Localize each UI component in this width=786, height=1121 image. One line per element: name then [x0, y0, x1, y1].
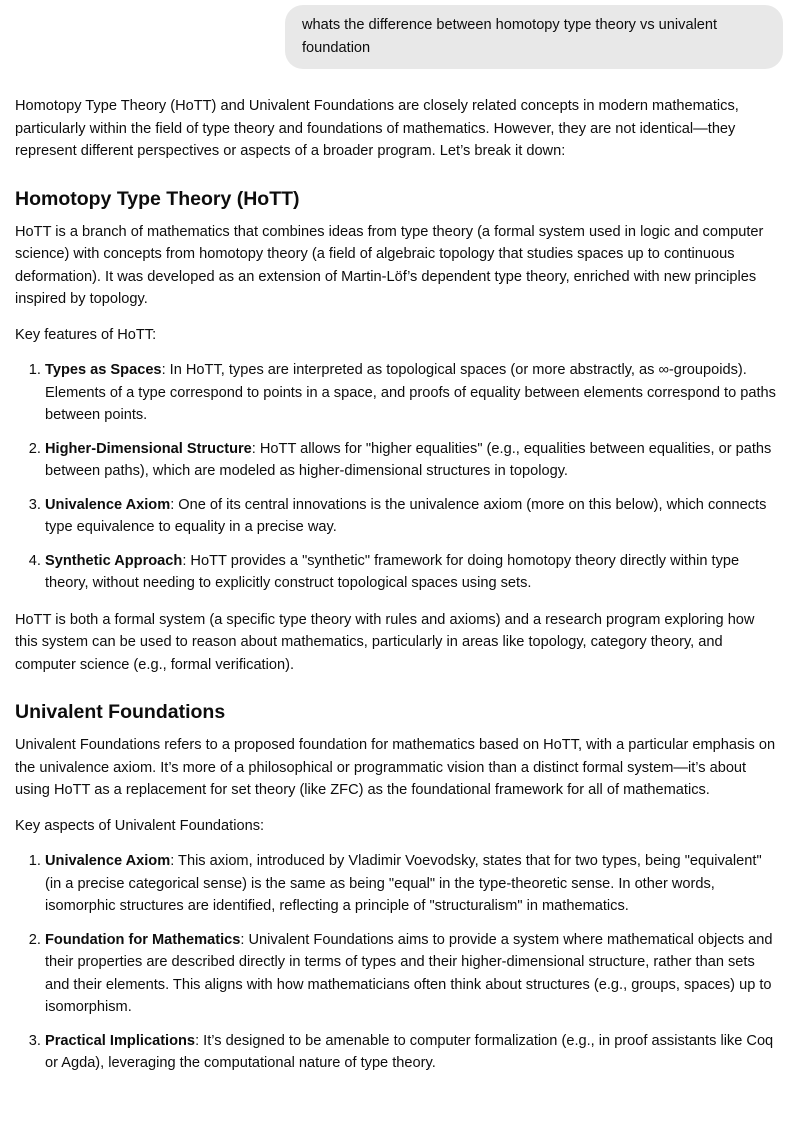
list-item-text: : One of its central innovations is the univalence axiom (more on this below), which connects type equivalence to equality in a precise way.: [45, 496, 767, 535]
list-item-text: : It’s designed to be amenable to computer formalization (e.g., in proof assistants like Coq or Agda), leveraging the computational nature of type theory.: [45, 1032, 774, 1071]
uf-aspects-intro: Key aspects of Univalent Foundations:: [15, 817, 265, 834]
list-item: [45, 550, 780, 595]
uf-aspects-list: [15, 850, 780, 1075]
list-item-title: Types as Spaces: [45, 362, 162, 378]
list-item: [45, 359, 780, 427]
list-item-text: : This axiom, introduced by Vladimir Voevodsky, states that for two types, being "equivalent" (in a precise categorical sense) is the same as being "equal" in the type-theoretic sense. In other words, isomorphic structures are identified, reflecting a principle of "structuralism" in mathematics.: [45, 853, 762, 914]
list-item: [45, 850, 780, 918]
list-item-title: Synthetic Approach: [45, 552, 183, 569]
list-item-text: : In HoTT, types are interpreted as topological spaces (or more abstractly, as ∞-groupoids). Elements of a type correspond to points in a space, and proofs of equality between elements correspond to paths between points.: [45, 362, 776, 423]
list-item-text: : HoTT provides a "synthetic" framework for doing homotopy theory directly within type theory, without needing to explicitly construct topological spaces using sets.: [45, 552, 740, 591]
list-item-title: Foundation for Mathematics: [45, 931, 241, 948]
list-item: [45, 438, 780, 483]
list-item-title: Univalence Axiom: [45, 853, 171, 869]
hott-closing-paragraph: HoTT is both a formal system (a specific type theory with rules and axioms) and a research program exploring how this system can be used to reason about mathematics, particularly in areas like topology, category theory, and computer science (e.g., formal verification).: [15, 611, 755, 673]
list-item-title: Practical Implications: [45, 1032, 196, 1049]
list-item: [45, 1030, 780, 1075]
intro-paragraph: Homotopy Type Theory (HoTT) and Univalent Foundations are closely related concepts in modern mathematics, particularly within the field of type theory and foundations of mathematics. However, they are not identical—they represent different perspectives or aspects of a broader program. Let’s break it down:: [15, 98, 739, 159]
uf-paragraph: Univalent Foundations refers to a proposed foundation for mathematics based on HoTT, with a particular emphasis on the univalence axiom. It’s more of a philosophical or programmatic vision than a distinct formal system—it’s about using HoTT as a replacement for set theory (like ZFC) as the foundational framework for all of mathematics.: [15, 737, 776, 798]
list-item-text: : Univalent Foundations aims to provide a system where mathematical objects and their properties are described directly in terms of types and their higher-dimensional structure, rather than sets and their elements. This aligns with how mathematicians often think about structures (e.g., groups, spaces) up to isomorphism.: [45, 931, 773, 1015]
list-item-title: Higher-Dimensional Structure: [45, 440, 252, 457]
list-item: [45, 494, 780, 539]
user-message-row: [0, 0, 786, 69]
assistant-response: [0, 69, 786, 1075]
hott-features-intro: Key features of HoTT:: [15, 326, 157, 343]
list-item: [45, 929, 780, 1019]
user-message-bubble: whats the difference between homotopy type theory vs univalent foundation: [285, 5, 783, 69]
list-item-text: : HoTT allows for "higher equalities" (e.g., equalities between equalities, or paths between paths), which are modeled as higher-dimensional structures in topology.: [45, 440, 772, 479]
hott-paragraph: HoTT is a branch of mathematics that combines ideas from type theory (a formal system used in logic and computer science) with concepts from homotopy theory (a field of algebraic topology that studies spaces up to continuous deformation). It was developed as an extension of Martin-Löf’s dependent type theory, enriched with new principles inspired by topology.: [15, 223, 764, 307]
list-item-title: Univalence Axiom: [45, 496, 171, 513]
hott-heading: Homotopy Type Theory (HoTT): [15, 187, 300, 210]
uf-heading: Univalent Foundations: [15, 701, 226, 723]
hott-features-list: [15, 359, 780, 595]
